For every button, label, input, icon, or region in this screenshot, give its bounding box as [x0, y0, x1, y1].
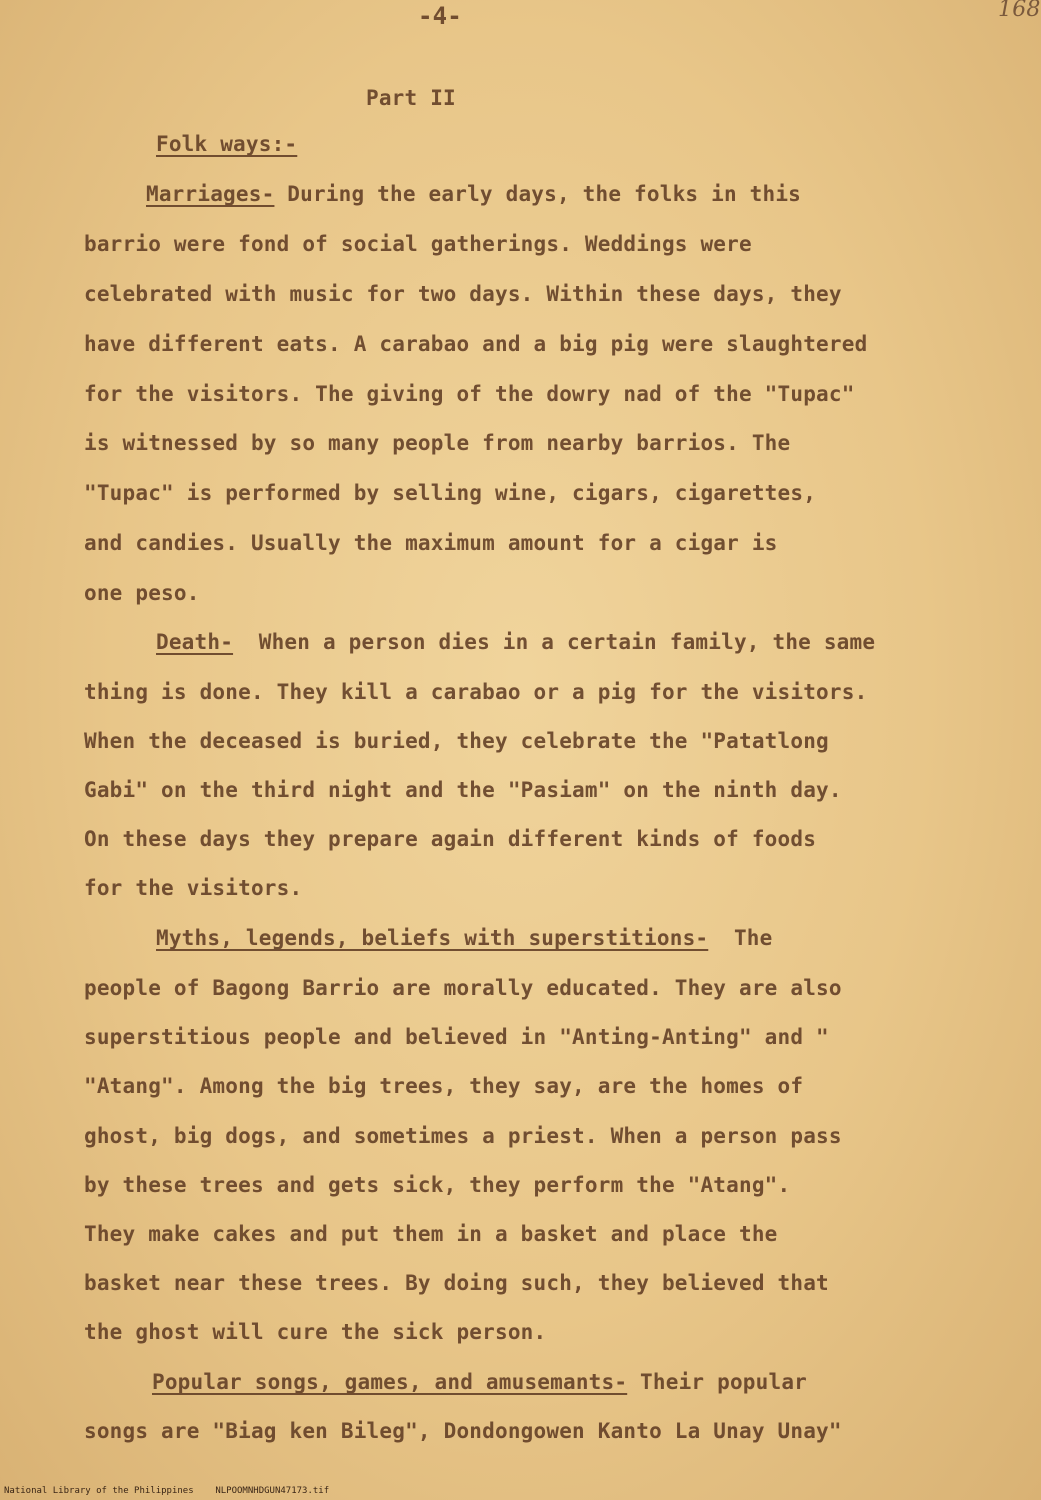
marriages-line-3: celebrated with music for two days. Within these days, they — [84, 282, 842, 306]
death-line-4: Gabi" on the third night and the "Pasiam" on the ninth day. — [84, 778, 842, 802]
songs-line-1: Popular songs, games, and amusemants- Their popular — [152, 1370, 808, 1394]
myths-line-8: basket near these trees. By doing such, they believed that — [84, 1271, 829, 1295]
marriages-line-4: have different eats. A carabao and a big pig were slaughtered — [84, 332, 868, 356]
death-heading: Death- — [156, 630, 234, 654]
myths-line-4: "Atang". Among the big trees, they say, are the homes of — [84, 1074, 804, 1098]
page-number: -4- — [418, 2, 462, 30]
marriages-line-1: Marriages- During the early days, the folks in this — [146, 182, 802, 206]
myths-line-3: superstitious people and believed in "Anting-Anting" and " — [84, 1025, 829, 1049]
marriages-line-5: for the visitors. The giving of the dowry nad of the "Tupac" — [84, 382, 855, 406]
scan-footer — [4, 1486, 329, 1496]
death-line-3: When the deceased is buried, they celebrate the "Patatlong — [84, 729, 829, 753]
death-line-2: thing is done. They kill a carabao or a pig for the visitors. — [84, 680, 868, 704]
myths-line-7: They make cakes and put them in a basket and place the — [84, 1222, 778, 1246]
marriages-heading: Marriages- — [146, 182, 275, 206]
footer-credit: National Library of the Philippines — [4, 1486, 194, 1496]
myths-heading: Myths, legends, beliefs with superstitions- — [156, 926, 709, 950]
myths-line-5: ghost, big dogs, and sometimes a priest. When a person pass — [84, 1124, 842, 1148]
marriages-line-7: "Tupac" is performed by selling wine, cigars, cigarettes, — [84, 481, 817, 505]
section-heading — [156, 132, 297, 156]
marriages-line-6: is witnessed by so many people from nearby barrios. The — [84, 431, 791, 455]
myths-line-6: by these trees and gets sick, they perform the "Atang". — [84, 1173, 791, 1197]
marriages-line-8: and candies. Usually the maximum amount for a cigar is — [84, 531, 778, 555]
myths-line-9: the ghost will cure the sick person. — [84, 1320, 547, 1344]
death-line-6: for the visitors. — [84, 876, 303, 900]
section-heading-text: Folk ways:- — [156, 132, 298, 156]
death-line-5: On these days they prepare again different kinds of foods — [84, 827, 817, 851]
songs-heading: Popular songs, games, and amusemants- — [152, 1370, 628, 1394]
footer-file-name: NLPOOMNHDGUN47173.tif — [215, 1486, 330, 1496]
myths-line-2: people of Bagong Barrio are morally educated. They are also — [84, 976, 842, 1000]
myths-line-1: Myths, legends, beliefs with superstitions- The — [156, 926, 773, 950]
songs-line-2: songs are "Biag ken Bileg", Dondongowen Kanto La Unay Unay" — [84, 1419, 842, 1443]
death-line-1: Death- When a person dies in a certain family, the same — [156, 630, 876, 654]
margin-note: 168 — [998, 0, 1041, 22]
marriages-line-2: barrio were fond of social gatherings. Weddings were — [84, 232, 752, 256]
part-title: Part II — [366, 86, 456, 110]
marriages-line-9: one peso. — [84, 581, 200, 605]
